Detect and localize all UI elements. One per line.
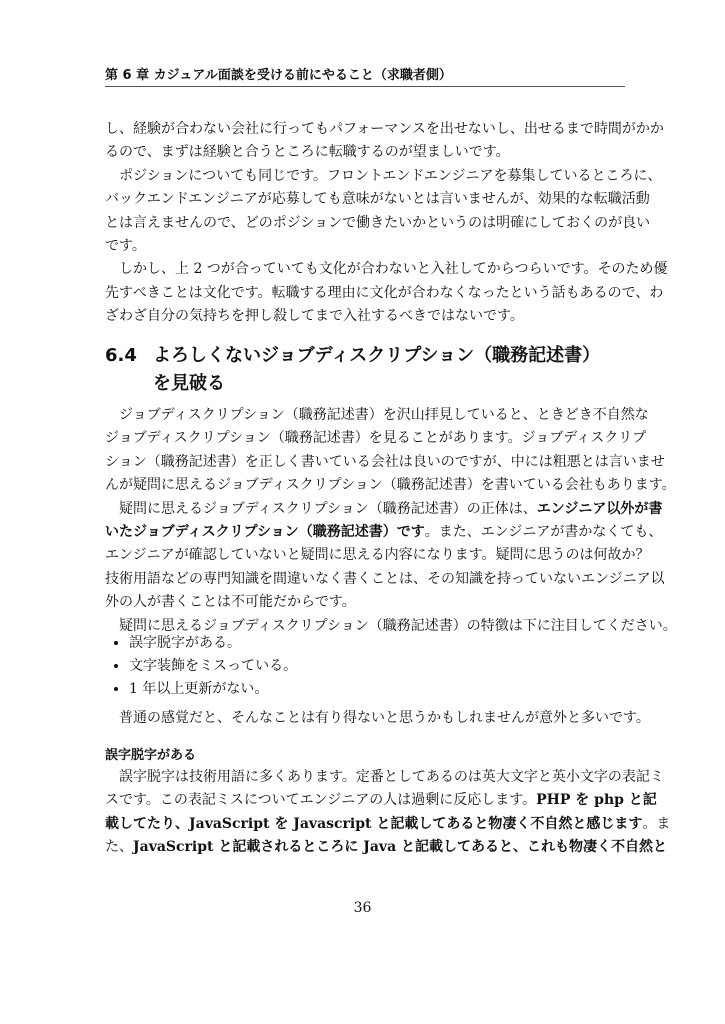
text-line: [105, 766, 664, 789]
paragraph: [105, 707, 650, 730]
text-run: 技術用語などの専門知識を間違いなく書くことは、その知識を持っていないエンジニア以: [105, 570, 665, 587]
bold-text: 載してたり、JavaScript を Javascript と記載してあると物凄く不自然と感じます: [105, 815, 643, 832]
text-run: スです。この表記ミスについてエンジニアの人は過剰に反応します。: [105, 792, 537, 809]
text-run: 先すべきことは文化です。転職する理由に文化が合わなくなったという話もあるので、わ: [105, 284, 664, 301]
paragraph: [105, 498, 665, 615]
text-run: 普通の感覚だと、そんなことは有り得ないと思うかもしれませんが意外と多いです。: [119, 710, 650, 726]
bold-text: いたジョブディスクリプション（職務記述書）です: [105, 523, 425, 540]
bold-text: エンジニア以外が書: [536, 500, 663, 517]
text-line: [105, 188, 650, 211]
text-run: エンジニアが確認していないと疑問に思える内容になります。疑問に思うのは何故か？: [105, 547, 650, 564]
bold-text: JavaScript と記載されるところに Java と記載してあると、これも物凄く不自然と: [133, 839, 668, 856]
text-run: 誤字脱字は技術用語に多くあります。定番としてあるのは英大文字と英小文字の表記ミ: [119, 769, 664, 785]
paragraph: [105, 766, 671, 860]
text-line: [105, 451, 665, 474]
text-line: [105, 591, 625, 614]
text-run: ジョブディスクリプション（職務記述書）を沢山拝見していると、ときどき不自然な: [119, 407, 649, 423]
text-run: ジョブディスクリプション（職務記述書）を見ることがあります。ジョブディスクリプ: [105, 430, 647, 447]
text-line: [105, 165, 662, 188]
text-run: し、経験が合わない会社に行ってもパフォーマンスを出せないし、出せるまで時間がかか: [105, 121, 664, 137]
list-item: • 誤字脱字がある。: [129, 632, 297, 655]
text-run: るので、まずは経験と合うところに転職するのが望ましいです。: [105, 144, 510, 161]
list-item: • 1 年以上更新がない。: [129, 678, 297, 701]
section-title-line1: よろしくないジョブディスクリプション（職務記述書）: [153, 345, 601, 366]
text-line: [105, 789, 657, 812]
text-run: ざわざ自分の気持ちを押し殺してまで入社するべきではないです。: [105, 308, 524, 325]
text-line: [105, 141, 625, 164]
page-number: 36: [353, 900, 372, 916]
text-run: ション（職務記述書）を正しく書いている会社は良いのですが、中には粗悪とは言いませ: [105, 453, 665, 470]
text-line: [105, 427, 647, 450]
paragraph: [105, 118, 664, 165]
list-item: • 文字装飾をミスっている。: [129, 655, 297, 678]
text-run: です。: [105, 237, 146, 254]
text-line: [105, 474, 676, 497]
section-number: 6.4: [105, 345, 137, 366]
text-run: とは言えませんので、どのポジションで働きたいかというのは明確にしておくのが良い: [105, 214, 651, 231]
text-line: [105, 498, 663, 521]
text-line: [105, 258, 668, 281]
text-run: 疑問に思えるジョブディスクリプション（職務記述書）の特徴は下に注目してください。: [119, 617, 677, 634]
paragraph: [105, 404, 676, 498]
text-run: 。また、エンジニアが書かなくても、: [424, 523, 663, 540]
text-line: [105, 707, 650, 730]
text-line: [105, 568, 665, 591]
text-run: 。ま: [642, 815, 671, 832]
section-heading: [105, 342, 600, 398]
text-line: [105, 235, 625, 258]
text-line: [105, 282, 664, 305]
text-run: 外の人が書くことは不可能だからです。: [105, 594, 356, 611]
text-run: 疑問に思えるジョブディスクリプション（職務記述書）の正体は、: [119, 500, 537, 517]
text-line: [105, 212, 651, 235]
paragraph: [105, 165, 662, 259]
running-head: 第 6 章 カジュアル面談を受ける前にやること（求職者側）: [105, 64, 625, 87]
text-run: ポジションについても同じです。フロントエンドエンジニアを募集しているところに、: [119, 167, 662, 184]
subheading: 誤字脱字がある: [105, 748, 197, 763]
bullet-list: [105, 632, 297, 701]
paragraph: [105, 258, 668, 328]
text-line: [105, 305, 625, 328]
text-run: しかし、上 2 つが合っていても文化が合わないと入社してからつらいです。そのため優: [119, 261, 668, 278]
text-run: た、: [105, 839, 133, 856]
text-line: [105, 521, 663, 544]
text-line: [105, 544, 650, 567]
text-line: [105, 118, 664, 141]
text-line: [105, 813, 671, 836]
text-run: バックエンドエンジニアが応募しても意味がないとは言いませんが、効果的な転職活動: [105, 191, 650, 208]
text-line: [105, 404, 649, 427]
text-run: んが疑問に思えるジョブディスクリプション（職務記述書）を書いている会社もあります。: [105, 477, 676, 494]
section-title-line2: を見破る: [153, 373, 225, 394]
text-line: [105, 836, 668, 859]
bold-text: PHP を php と記: [536, 792, 657, 809]
